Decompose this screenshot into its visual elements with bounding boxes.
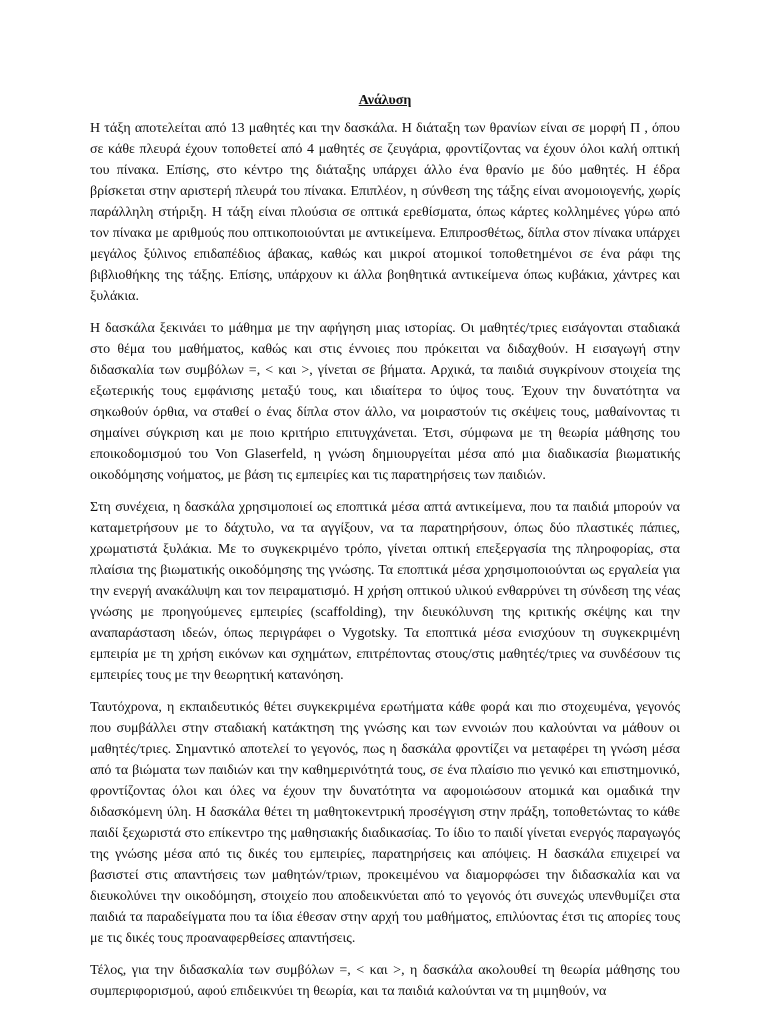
- paragraph-classroom-layout: Η τάξη αποτελείται από 13 μαθητές και την δασκάλα. Η διάταξη των θρανίων είναι σε μορφή Π , όπου σε κάθε πλευρά έχουν τοποθετεί από 4 μαθητές σε ζευγάρια, φροντίζοντας να έχουν όλοι καλή οπτική του πίνακα. Επίσης, στο κέντρο της διάταξης υπάρχει άλλο ένα θρανίο με δύο μαθητές. Η έδρα βρίσκεται στην αριστερή πλευρά του πίνακα. Επιπλέον, η σύνθεση της τάξης είναι ανομοιογενής, χωρίς παράλληλη στήριξη. Η τάξη είναι πλούσια σε οπτικά ερεθίσματα, όπως κάρτες κολλημένες γύρω από τον πίνακα με αριθμούς που οπτικοποιούνται με αντικείμενα. Επιπροσθέτως, δίπλα στον πίνακα υπάρχει μεγάλος ξύλινος επιδαπέδιος άβακας, καθώς και μικροί ατομικοί τοποθετημένοι σε ένα ράφι της βιβλιοθήκης της τάξης. Επίσης, υπάρχουν κι άλλα βοηθητικά αντικείμενα όπως κυβάκια, χάντρες και ξυλάκια.: [90, 121, 680, 304]
- document-body: [90, 90, 680, 1013]
- paragraph-conclusion: Τέλος, για την διδασκαλία των συμβόλων =, < και >, η δασκάλα ακολουθεί τη θεωρία μάθησης του συμπεριφορισμού, αφού επιδεικνύει τη θεωρία, και τα παιδιά καλούνται να τη μιμηθούν, να: [90, 963, 680, 999]
- document-title: Ανάλυση: [358, 93, 412, 108]
- paragraph-lesson-introduction: Η δασκάλα ξεκινάει το μάθημα με την αφήγηση μιας ιστορίας. Οι μαθητές/τριες εισάγονται σταδιακά στο θέμα του μαθήματος, καθώς και στις έννοιες που πρόκειται να διδαχθούν. Η εισαγωγή στην διδασκαλία των συμβόλων =, < και >, γίνεται σε βήματα. Αρχικά, τα παιδιά συγκρίνουν στοιχεία της εξωτερικής τους εμφάνισης μεταξύ τους, και ιδιαίτερα το ύψος τους. Έχουν την δυνατότητα να σηκωθούν όρθια, να σταθεί ο ένας δίπλα στον άλλο, να μοιραστούν τις σκέψεις τους, μαθαίνοντας τι σημαίνει σύγκριση και με ποιο κριτήριο επιτυγχάνεται. Έτσι, σύμφωνα με τη θεωρία μάθησης του εποικοδομισμού του Von Glaserfeld, η γνώση δημιουργείται μέσα από μια διαδικασία βιωματικής οικοδόμησης νοήματος, με βάση τις εμπειρίες και τις παρατηρήσεις των παιδιών.: [90, 321, 680, 483]
- paragraph-teacher-approach: Ταυτόχρονα, η εκπαιδευτικός θέτει συγκεκριμένα ερωτήματα κάθε φορά και πιο στοχευμένα, γεγονός που συμβάλλει στην σταδιακή κατάκτηση της γνώσης και των εννοιών που καλούνται να μάθουν οι μαθητές/τριες. Σημαντικό αποτελεί το γεγονός, πως η δασκάλα φροντίζει να μεταφέρει τη γνώση μέσα από τα βιώματα των παιδιών και την καθημερινότητά τους, σε ένα πλαίσιο πιο γενικό και επιστημονικό, φροντίζοντας όλοι και όλες να έχουν την δυνατότητα να αφομοιώσουν ατομικά και ομαδικά την διδασκόμενη ύλη. Η δασκάλα θέτει τη μαθητοκεντρική προσέγγιση στην πράξη, τοποθετώντας το κάθε παιδί ξεχωριστά στο επίκεντρο της μαθησιακής διαδικασίας. Το ίδιο το παιδί γίνεται ενεργός παραγωγός της γνώσης μέσα από τις δικές του εμπειρίες, παρατηρήσεις και απόψεις. Η δασκάλα επιχειρεί να βασιστεί στις απαντήσεις των μαθητών/τριων, προκειμένου να διαμορφώσει την διδασκαλία και να διευκολύνει την οικοδόμηση, στοιχείο που αποδεικνύεται από το γεγονός ότι συνεχώς υπενθυμίζει στα παιδιά τα παραδείγματα που τα ίδια έθεσαν στην αρχή του μαθήματος, επιλύοντας έτσι τις απορίες τους με τις δικές τους προαναφερθείσες απαντήσεις.: [90, 700, 680, 946]
- paragraph-visual-aids: Στη συνέχεια, η δασκάλα χρησιμοποιεί ως εποπτικά μέσα απτά αντικείμενα, που τα παιδιά μπορούν να καταμετρήσουν με το δάχτυλο, να τα αγγίξουν, να τα παρατηρήσουν, όπως δύο πλαστικές πάπιες, χρωματιστά ξυλάκια. Με το συγκεκριμένο τρόπο, γίνεται οπτική επεξεργασία της πληροφορίας, στα πλαίσια της βιωματικής οικοδόμησης της γνώσης. Τα εποπτικά μέσα χρησιμοποιούνται ως εργαλεία για την ενεργή ανακάλυψη και τον πειραματισμό. Η χρήση οπτικού υλικού ενθαρρύνει τη σύνδεση της νέας γνώσης με προηγούμενες εμπειρίες (scaffolding), την διευκόλυνση της κριτικής σκέψης και την αναπαράσταση ιδεών, όπως περιγράφει ο Vygotsky. Τα εποπτικά μέσα ενισχύουν τη συγκεκριμένη εμπειρία με τη χρήση εικόνων και σχημάτων, επιτρέποντας στους/στις μαθητές/τριες να συνδέσουν τις εμπειρίες τους με την θεωρητική κατανόηση.: [90, 500, 680, 683]
